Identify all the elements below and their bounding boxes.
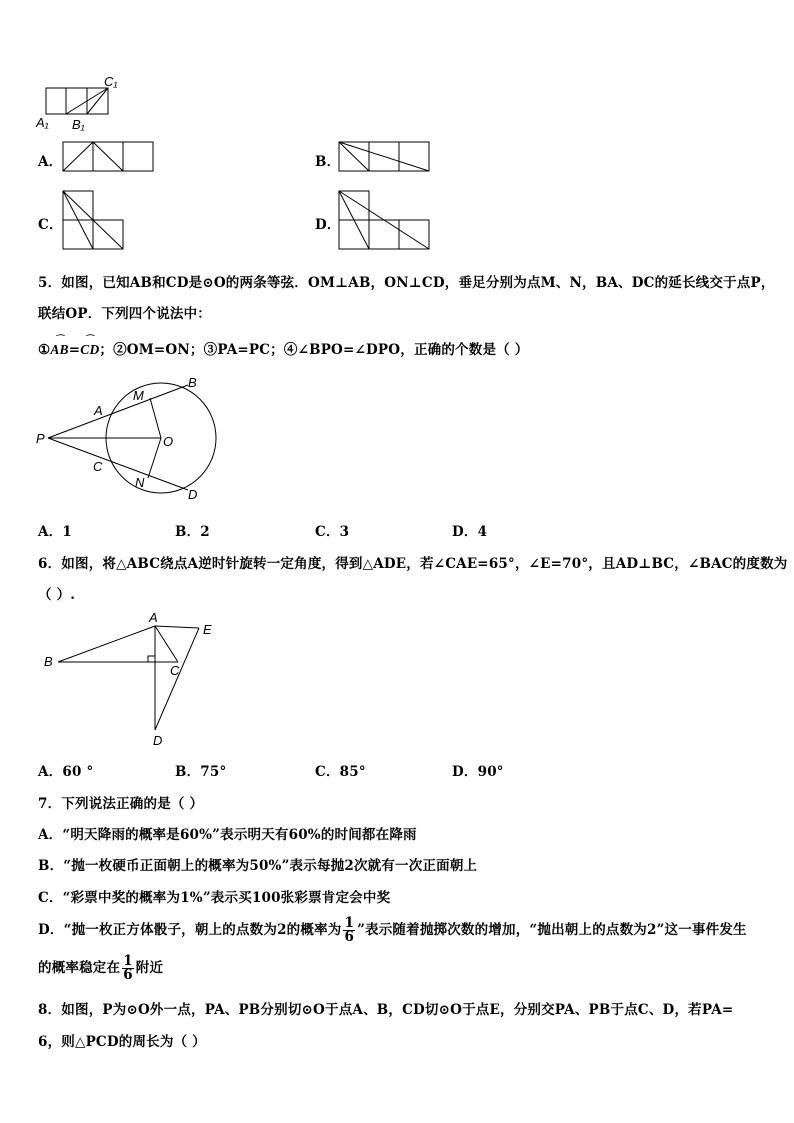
fig5-label-o: O [163,434,174,449]
option-d-label: D． [315,217,341,233]
label-a1: A₁ [36,115,49,130]
q6-answer-c: C．85° [315,764,366,780]
q6-triangle-figure [36,610,226,750]
q5-arc-ab: AB ⌒ [50,334,69,357]
fig5-label-n: N [135,475,145,490]
q5-answer-b: B．2 [175,524,210,540]
arc-mark-icon: ⌒ [84,334,94,344]
fig6-label-c: C [170,663,180,678]
q5-line2: 联结OP．下列四个说法中： [38,306,212,322]
q7-d-text4: 附近 [135,960,164,976]
fig5-label-c: C [93,459,103,474]
fig5-label-d: D [188,487,198,502]
option-a-label: A． [38,154,63,170]
fig5-label-b: B [188,375,197,390]
fig6-label-a: A [149,610,158,625]
q4-option-b-figure [338,141,433,173]
fig6-label-d: D [153,733,163,748]
q7-option-d [38,912,747,948]
q5-circle-one: ① [38,342,51,358]
q8-line2: 6，则△PCD的周长为（ ） [38,1034,206,1050]
q4-option-a-figure [62,141,157,173]
fig6-label-e: E [203,622,212,637]
q6-answer-b: B．75° [175,764,227,780]
q4-reference-figure [36,76,126,134]
q7-stem: 7．下列说法正确的是（ ） [38,796,204,812]
q5-line3-rest: ；②OM=ON；③PA=PC；④∠BPO=∠DPO，正确的个数是（ ） [99,342,529,358]
q6-answer-a: A．60 ° [38,764,94,780]
fraction-one-sixth: $\frac{1}{6}$ [123,953,133,983]
q7-d-text2: ”表示随着抛掷次数的增加，“抛出朝上的点数为2”这一事件发生 [357,922,747,938]
q7-option-c: C．“彩票中奖的概率为1%”表示买100张彩票肯定会中奖 [38,890,391,906]
q5-line3 [38,334,529,358]
q7-d-text1: D．“抛一枚正方体骰子，朝上的点数为2的概率为 [38,922,342,938]
q5-answer-c: C．3 [315,524,350,540]
q5-line1: 5．如图，已知AB和CD是⊙O的两条等弦．OM⊥AB，ON⊥CD，垂足分别为点M、N，BA、DC的延长线交于点P， [38,275,775,291]
q5-answer-d: D．4 [452,524,488,540]
q8-line1: 8．如图，P为⊙O外一点，PA、PB分别切⊙O于点A、B，CD切⊙O于点E，分别交PA、PB于点C、D，若PA= [38,1002,734,1018]
q6-answer-d: D．90° [452,764,504,780]
fig5-label-m: M [133,388,144,403]
label-c1: C₁ [104,74,118,89]
option-b-label: B． [315,154,341,170]
label-b1: B₁ [72,117,85,132]
fig5-label-a: A [94,403,103,418]
q5-arc-cd: CD ⌒ [80,334,100,357]
fig6-label-b: B [44,654,53,669]
fraction-one-sixth: $\frac{1}{6}$ [344,915,355,945]
q5-circle-figure [32,372,232,502]
q7-option-a: A．“明天降雨的概率是60%”表示明天有60%的时间都在降雨 [38,827,417,843]
option-c-label: C． [38,217,63,233]
arc-mark-icon: ⌒ [54,334,64,344]
q4-option-c-figure [62,190,128,252]
q5-equals: = [68,342,81,358]
q5-answer-a: A．1 [38,524,72,540]
q7-option-b: B．“抛一枚硬币正面朝上的概率为50%”表示每抛2次就有一次正面朝上 [38,858,478,874]
q4-option-d-figure [338,190,433,252]
q7-d-text3: 的概率稳定在 [38,960,121,976]
fig5-label-p: P [36,431,45,446]
q6-line1: 6．如图，将△ABC绕点A逆时针旋转一定角度，得到△ADE，若∠CAE=65°，∠E=70°，且AD⊥BC，∠BAC的度数为 [38,556,788,572]
q6-line2: （ ）. [38,587,76,603]
q7-option-d-line2 [38,950,163,986]
